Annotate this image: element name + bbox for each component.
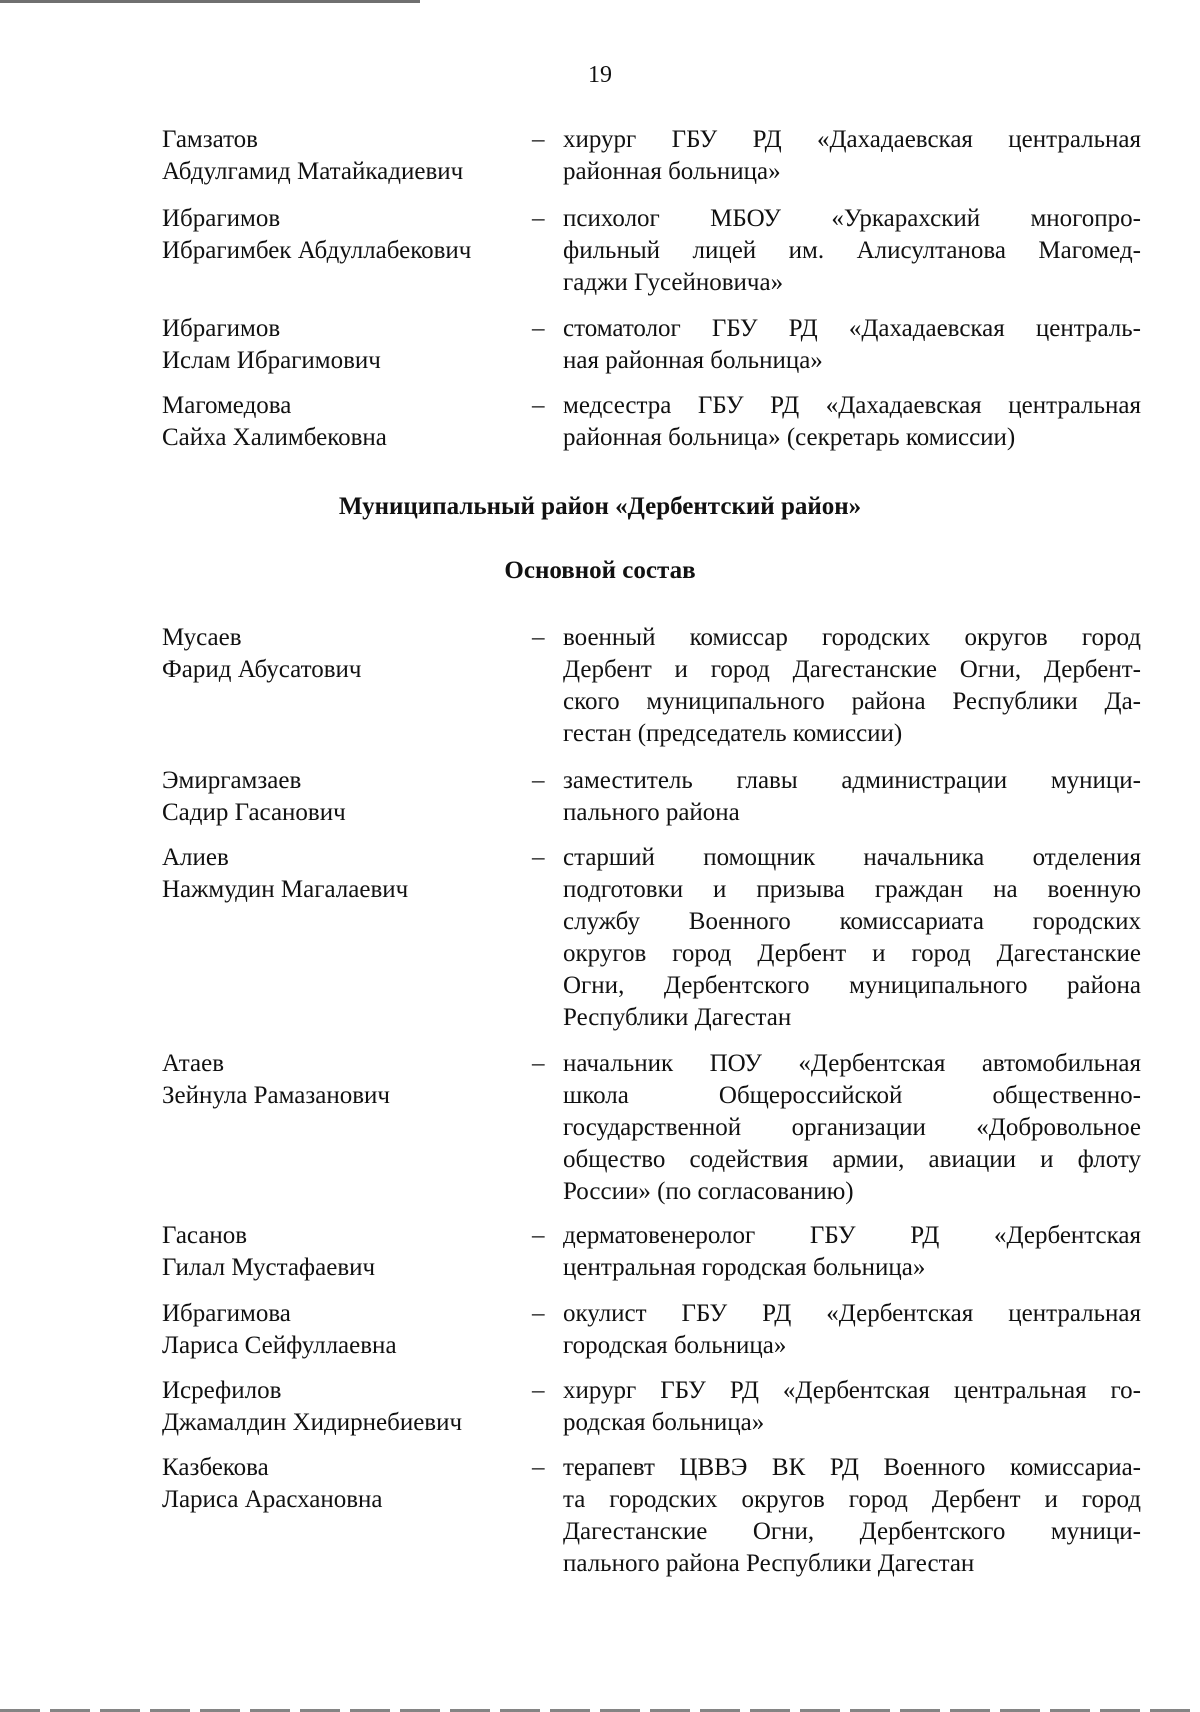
member-surname: Атаев [162, 1050, 225, 1077]
member-name [162, 622, 522, 686]
position-line: службу Военного комиссариата городских [563, 908, 1141, 935]
position-line: психолог МБОУ «Уркарахский многопро- [563, 205, 1141, 232]
member-name [162, 765, 522, 829]
position-line: пального района Республики Дагестан [563, 1550, 975, 1577]
member-name [162, 1220, 522, 1284]
position-line: старший помощник начальника отделения [563, 844, 1141, 871]
position-line: заместитель главы администрации муници- [563, 767, 1141, 794]
member-surname: Эмиргамзаев [162, 767, 302, 794]
member-position [563, 313, 1141, 377]
position-line: хирург ГБУ РД «Дахадаевская центральная [563, 126, 1141, 153]
page-number: 19 [588, 62, 612, 88]
member-position [563, 203, 1141, 299]
position-line: районная больница» [563, 158, 781, 185]
entry-dash: – [532, 767, 545, 794]
entry-dash: – [532, 624, 545, 651]
position-line: родская больница» [563, 1409, 765, 1436]
member-position [563, 765, 1141, 829]
section-title: Муниципальный район «Дербентский район» [338, 493, 862, 520]
member-surname: Ибрагимова [162, 1300, 291, 1327]
position-line: стоматолог ГБУ РД «Дахадаевская централь- [563, 315, 1141, 342]
member-name [162, 313, 522, 377]
member-given-names: Лариса Арасхановна [162, 1486, 383, 1513]
member-position [563, 124, 1141, 188]
member-name [162, 390, 522, 454]
member-position [563, 1220, 1141, 1284]
position-line: Огни, Дербентского муниципального района [563, 972, 1141, 999]
entry-dash: – [532, 1050, 545, 1077]
member-name [162, 124, 522, 188]
member-position [563, 1375, 1141, 1439]
position-line: Республики Дагестан [563, 1004, 792, 1031]
member-surname: Казбекова [162, 1454, 269, 1481]
member-position [563, 390, 1141, 454]
scan-edge-top [0, 0, 1200, 3]
member-surname: Мусаев [162, 624, 242, 651]
position-line: медсестра ГБУ РД «Дахадаевская центральная [563, 392, 1141, 419]
position-line: гаджи Гусейновича» [563, 269, 784, 296]
member-given-names: Абдулгамид Матайкадиевич [162, 158, 464, 185]
entry-dash: – [532, 126, 545, 153]
position-line: городская больница» [563, 1332, 787, 1359]
position-line: окулист ГБУ РД «Дербентская центральная [563, 1300, 1141, 1327]
member-given-names: Ибрагимбек Абдуллабекович [162, 237, 472, 264]
member-name [162, 1375, 522, 1439]
member-name [162, 1048, 522, 1112]
member-given-names: Джамалдин Хидирнебиевич [162, 1409, 463, 1436]
position-line: военный комиссар городских округов город [563, 624, 1141, 651]
entry-dash: – [532, 315, 545, 342]
member-name [162, 842, 522, 906]
position-line: ная районная больница» [563, 347, 823, 374]
member-surname: Магомедова [162, 392, 292, 419]
member-given-names: Ислам Ибрагимович [162, 347, 381, 374]
member-position [563, 842, 1141, 1034]
entry-dash: – [532, 844, 545, 871]
position-line: терапевт ЦВВЭ ВК РД Военного комиссариа- [563, 1454, 1141, 1481]
member-surname: Гамзатов [162, 126, 258, 153]
position-line: подготовки и призыва граждан на военную [563, 876, 1141, 903]
position-line: начальник ПОУ «Дербентская автомобильная [563, 1050, 1141, 1077]
position-line: дерматовенеролог ГБУ РД «Дербентская [563, 1222, 1141, 1249]
subsection-title: Основной состав [504, 557, 696, 584]
position-line: школа Общероссийской общественно- [563, 1082, 1141, 1109]
member-given-names: Фарид Абусатович [162, 656, 362, 683]
member-position [563, 1452, 1141, 1580]
position-line: государственной организации «Добровольное [563, 1114, 1141, 1141]
entry-dash: – [532, 392, 545, 419]
member-position [563, 1298, 1141, 1362]
entry-dash: – [532, 1222, 545, 1249]
member-given-names: Лариса Сейфуллаевна [162, 1332, 397, 1359]
member-surname: Гасанов [162, 1222, 248, 1249]
entry-dash: – [532, 1377, 545, 1404]
position-line: ского муниципального района Республики Да- [563, 688, 1141, 715]
member-given-names: Сайха Халимбековна [162, 424, 387, 451]
member-name [162, 203, 522, 267]
position-line: гестан (председатель комиссии) [563, 720, 903, 747]
member-given-names: Нажмудин Магалаевич [162, 876, 409, 903]
position-line: округов город Дербент и город Дагестанские [563, 940, 1141, 967]
member-name [162, 1452, 522, 1516]
member-position [563, 622, 1141, 750]
member-surname: Алиев [162, 844, 229, 871]
position-line: хирург ГБУ РД «Дербентская центральная го- [563, 1377, 1141, 1404]
entry-dash: – [532, 205, 545, 232]
position-line: общество содействия армии, авиации и флоту [563, 1146, 1141, 1173]
member-surname: Ибрагимов [162, 205, 281, 232]
position-line: та городских округов город Дербент и город [563, 1486, 1141, 1513]
position-line: России» (по согласованию) [563, 1178, 854, 1205]
entry-dash: – [532, 1300, 545, 1327]
position-line: районная больница» (секретарь комиссии) [563, 424, 1016, 451]
member-given-names: Садир Гасанович [162, 799, 346, 826]
member-surname: Исрефилов [162, 1377, 282, 1404]
position-line: Дербент и город Дагестанские Огни, Дербент- [563, 656, 1141, 683]
position-line: Дагестанские Огни, Дербентского муници- [563, 1518, 1141, 1545]
position-line: центральная городская больница» [563, 1254, 926, 1281]
member-given-names: Зейнула Рамазанович [162, 1082, 390, 1109]
member-given-names: Гилал Мустафаевич [162, 1254, 376, 1281]
position-line: фильный лицей им. Алисултанова Магомед- [563, 237, 1141, 264]
member-name [162, 1298, 522, 1362]
position-line: пального района [563, 799, 740, 826]
entry-dash: – [532, 1454, 545, 1481]
member-surname: Ибрагимов [162, 315, 281, 342]
member-position [563, 1048, 1141, 1208]
